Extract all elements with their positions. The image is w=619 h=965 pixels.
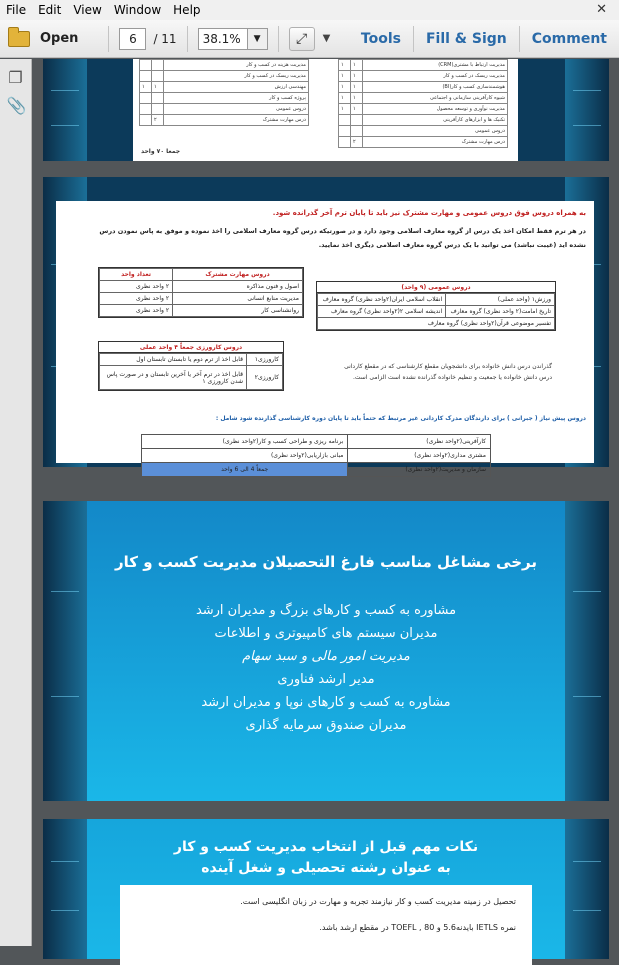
table-cell: برنامه ریزی و طراحی کسب و کار(۲واحد نظری) [142,435,348,449]
general-courses-box [316,281,556,331]
table-cell: سازمان و مدیریت(۲واحد نظری) [348,463,491,477]
menu-file[interactable]: File [6,3,27,17]
table-cell: کارآفرینی(۲واحد نظری) [348,435,491,449]
document-viewer[interactable] [33,59,619,946]
table-cell: انقلاب اسلامی ایران(۲واحد نظری) گروه معارف [318,294,446,306]
table-cell: ۲ واحد نظری [100,305,173,317]
circuit-decoration [43,59,87,161]
table-cell: تفسیر موضوعی قرآن(۲واحد نظری) گروه معارف [318,318,555,330]
box-header: دروس عمومی (۹ واحد) [317,282,555,293]
fill-sign-button[interactable]: Fill & Sign [425,31,507,47]
table-cell: اصول و فنون مذاکره [173,281,303,293]
table-cell: تاریخ امامت(۲ واحد نظری) گروه معارف [446,306,555,318]
column-header: تعداد واحد [100,269,173,281]
fit-page-button[interactable] [289,27,315,51]
menu-bar [0,0,619,20]
list-item: مشاوره به کسب و کارهای بزرگ و مدیران ارشد [195,603,457,618]
table-cell: مدیریت ریسک در کسب و کار [164,71,309,82]
table-cell: قابل اخذ در ترم آخر یا آخرین تابستان و در صورت پاس شدن کارورزی ۱ [100,366,247,390]
total-cell: جمعاً 4 الی 6 واحد [142,463,348,477]
prereq-table [141,434,491,477]
box-header: دروس کارورزی جمعاً ۴ واحد عملی [99,342,283,353]
toolbar-divider [187,26,188,52]
table-cell: درس مهارت مشترک [363,137,508,148]
table-cell: مدیریت هزینه در کسب و کار [164,60,309,71]
comment-button[interactable]: Comment [531,31,607,47]
toolbar-divider [108,26,109,52]
open-button[interactable] [8,31,78,47]
skills-table [98,267,304,318]
navigation-panel [0,59,32,946]
table-cell: ورزش۱ (واحد عملی) [446,294,555,306]
title-line: به عنوان رشته تحصیلی و شغل آینده [201,860,451,876]
prereq-heading: دروس پیش نیاز ( جبرانی ) برای دارندگان مدرک کاردانی غیر مرتبط که حتماً باید تا پایان دوره کارشناسی گذارنده شود شامل : [215,415,586,422]
paragraph: نشده اید (غیبت نباشد) می توانید با یک درس گروه معارف اسلامی دیگری اخذ نمایید. [318,241,586,249]
table-cell: اندیشه اسلامی ۲(۲واحد نظری) گروه معارف [318,306,446,318]
circuit-decoration [565,59,609,161]
table-cell: هوشمندسازی کسب و کار(BI) [363,82,508,93]
expand-icon: ⤢ [295,30,308,47]
table-cell: مدیریت نوآوری و توسعه محصول [363,104,508,115]
page-heading: به همراه دروس فوق دروس عمومی و مهارت مشترک نیز باید تا پایان ترم آخر گذرانده شود. [272,209,586,217]
attachment-icon[interactable]: 📎 [6,96,27,115]
menu-view[interactable]: View [73,3,102,17]
table-cell: کارورزی۱ [247,354,283,366]
list-item: مشاوره به کسب و کارهای نوپا و مدیران ارشد [201,695,451,710]
menu-edit[interactable]: Edit [38,3,62,17]
table-cell: ۲ واحد نظری [100,281,173,293]
table-cell: مدیریت منابع انسانی [173,293,303,305]
more-tools-chevron-icon[interactable]: ▼ [322,33,331,44]
slide-title [43,837,609,879]
pdf-page [43,59,609,161]
slide-title: برخی مشاغل مناسب فارغ التحصیلان مدیریت کسب و کار [115,553,537,571]
table-cell: دروس عمومی [363,126,508,137]
menu-window[interactable]: Window [113,3,162,17]
title-line: نکات مهم قبل از انتخاب مدیریت کسب و کار [173,839,479,855]
table-cell: مبانی بازاریابی(۲واحد نظری) [142,449,348,463]
table-cell: قابل اخذ از ترم دوم یا تابستان تابستان اول [100,354,247,366]
folder-icon [8,31,30,47]
pdf-page [43,501,609,801]
pages-icon[interactable]: ❐ [8,68,23,87]
page-number-input[interactable]: 6 [119,28,146,50]
total-units: جمعا ۷۰ واحد [141,148,181,155]
table-cell: پروژه کسب و کار [164,93,309,104]
table-cell: کارورزی۲ [247,366,283,390]
page-content [133,59,518,161]
close-icon[interactable]: ✕ [596,2,607,17]
course-table: ۱ ۱ مدیریت ارتباط با مشتری(CRM) ۱ ۱ مدیریت ریسک در کسب و کار ۱ ۱ هوشمندسازی کسب و کار(BI) ۱ ۱ شیوه کارآفرینی سازمانی و اجتماعی ۱ ۱ مدیریت نوآوری و توسعه محصول تکنیک ها و ابزارهای کارآفرینی دروس عمومی ۲ درس مهارت مشترک [338,59,508,148]
page-content [56,201,594,473]
list-item: مدیر ارشد فناوری [277,672,375,687]
note-text: گذراندن درس دانش خانواده برای دانشجویان مقطع کارشناسی که در مقطع کاردانی درس دانش خانواده یا جمعیت و تنظیم خانواده گذرانده نشده است الزامی است. [344,363,552,381]
table-cell: مشتری مداری(۲واحد نظری) [348,449,491,463]
pdf-page [43,177,609,473]
paragraph: در هر ترم فقط امکان اخذ یک درس از گروه معارف اسلامی وجود دارد و در صورتیکه درس گروه معارف اسلامی را اخذ نموده و موفق به پاس نمودن درس [99,227,586,235]
table-cell: مدیریت ریسک در کسب و کار [363,71,508,82]
chevron-down-icon[interactable]: ▼ [247,29,267,49]
table-cell: مهندسی ارزش [164,82,309,93]
paragraph: تحصیل در زمینه مدیریت کسب و کار نیازمند تجربه و مهارت در زبان انگلیسی است. [240,897,516,906]
table-cell: مدیریت ارتباط با مشتری(CRM) [363,60,508,71]
table-cell: تکنیک ها و ابزارهای کارآفرینی [363,115,508,126]
list-item: مدیران سیستم های کامپیوتری و اطلاعات [214,626,438,641]
course-table: مدیریت هزینه در کسب و کار مدیریت ریسک در کسب و کار ۱ ۱ مهندسی ارزش پروژه کسب و کار دروس عمومی ۲ درس مهارت مشترک [139,59,309,126]
jobs-list [43,599,609,737]
table-cell: ۲ واحد نظری [100,293,173,305]
open-label: Open [40,31,79,46]
list-item: مدیریت امور مالی و سبد سهام [242,649,410,664]
page-content [120,885,532,965]
table-cell: روانشناسی کار [173,305,303,317]
toolbar-divider [278,26,279,52]
toolbar [0,20,619,58]
paragraph: نمره IETLS بایدنه5.6 و TOEFL , 80 در مقطع ارشد باشد. [319,923,516,932]
pdf-page [43,819,609,959]
table-cell: شیوه کارآفرینی سازمانی و اجتماعی [363,93,508,104]
zoom-value: 38.1% [202,31,241,46]
table-cell: درس مهارت مشترک [164,115,309,126]
menu-help[interactable]: Help [173,3,201,17]
zoom-select[interactable] [198,28,268,50]
internship-box [98,341,284,391]
list-item: مدیران صندوق سرمایه گذاری [245,718,407,733]
tools-button[interactable]: Tools [360,31,401,47]
column-header: دروس مهارت مشترک [173,269,303,281]
table-cell: دروس عمومی [164,104,309,115]
page-total: / 11 [153,31,177,46]
